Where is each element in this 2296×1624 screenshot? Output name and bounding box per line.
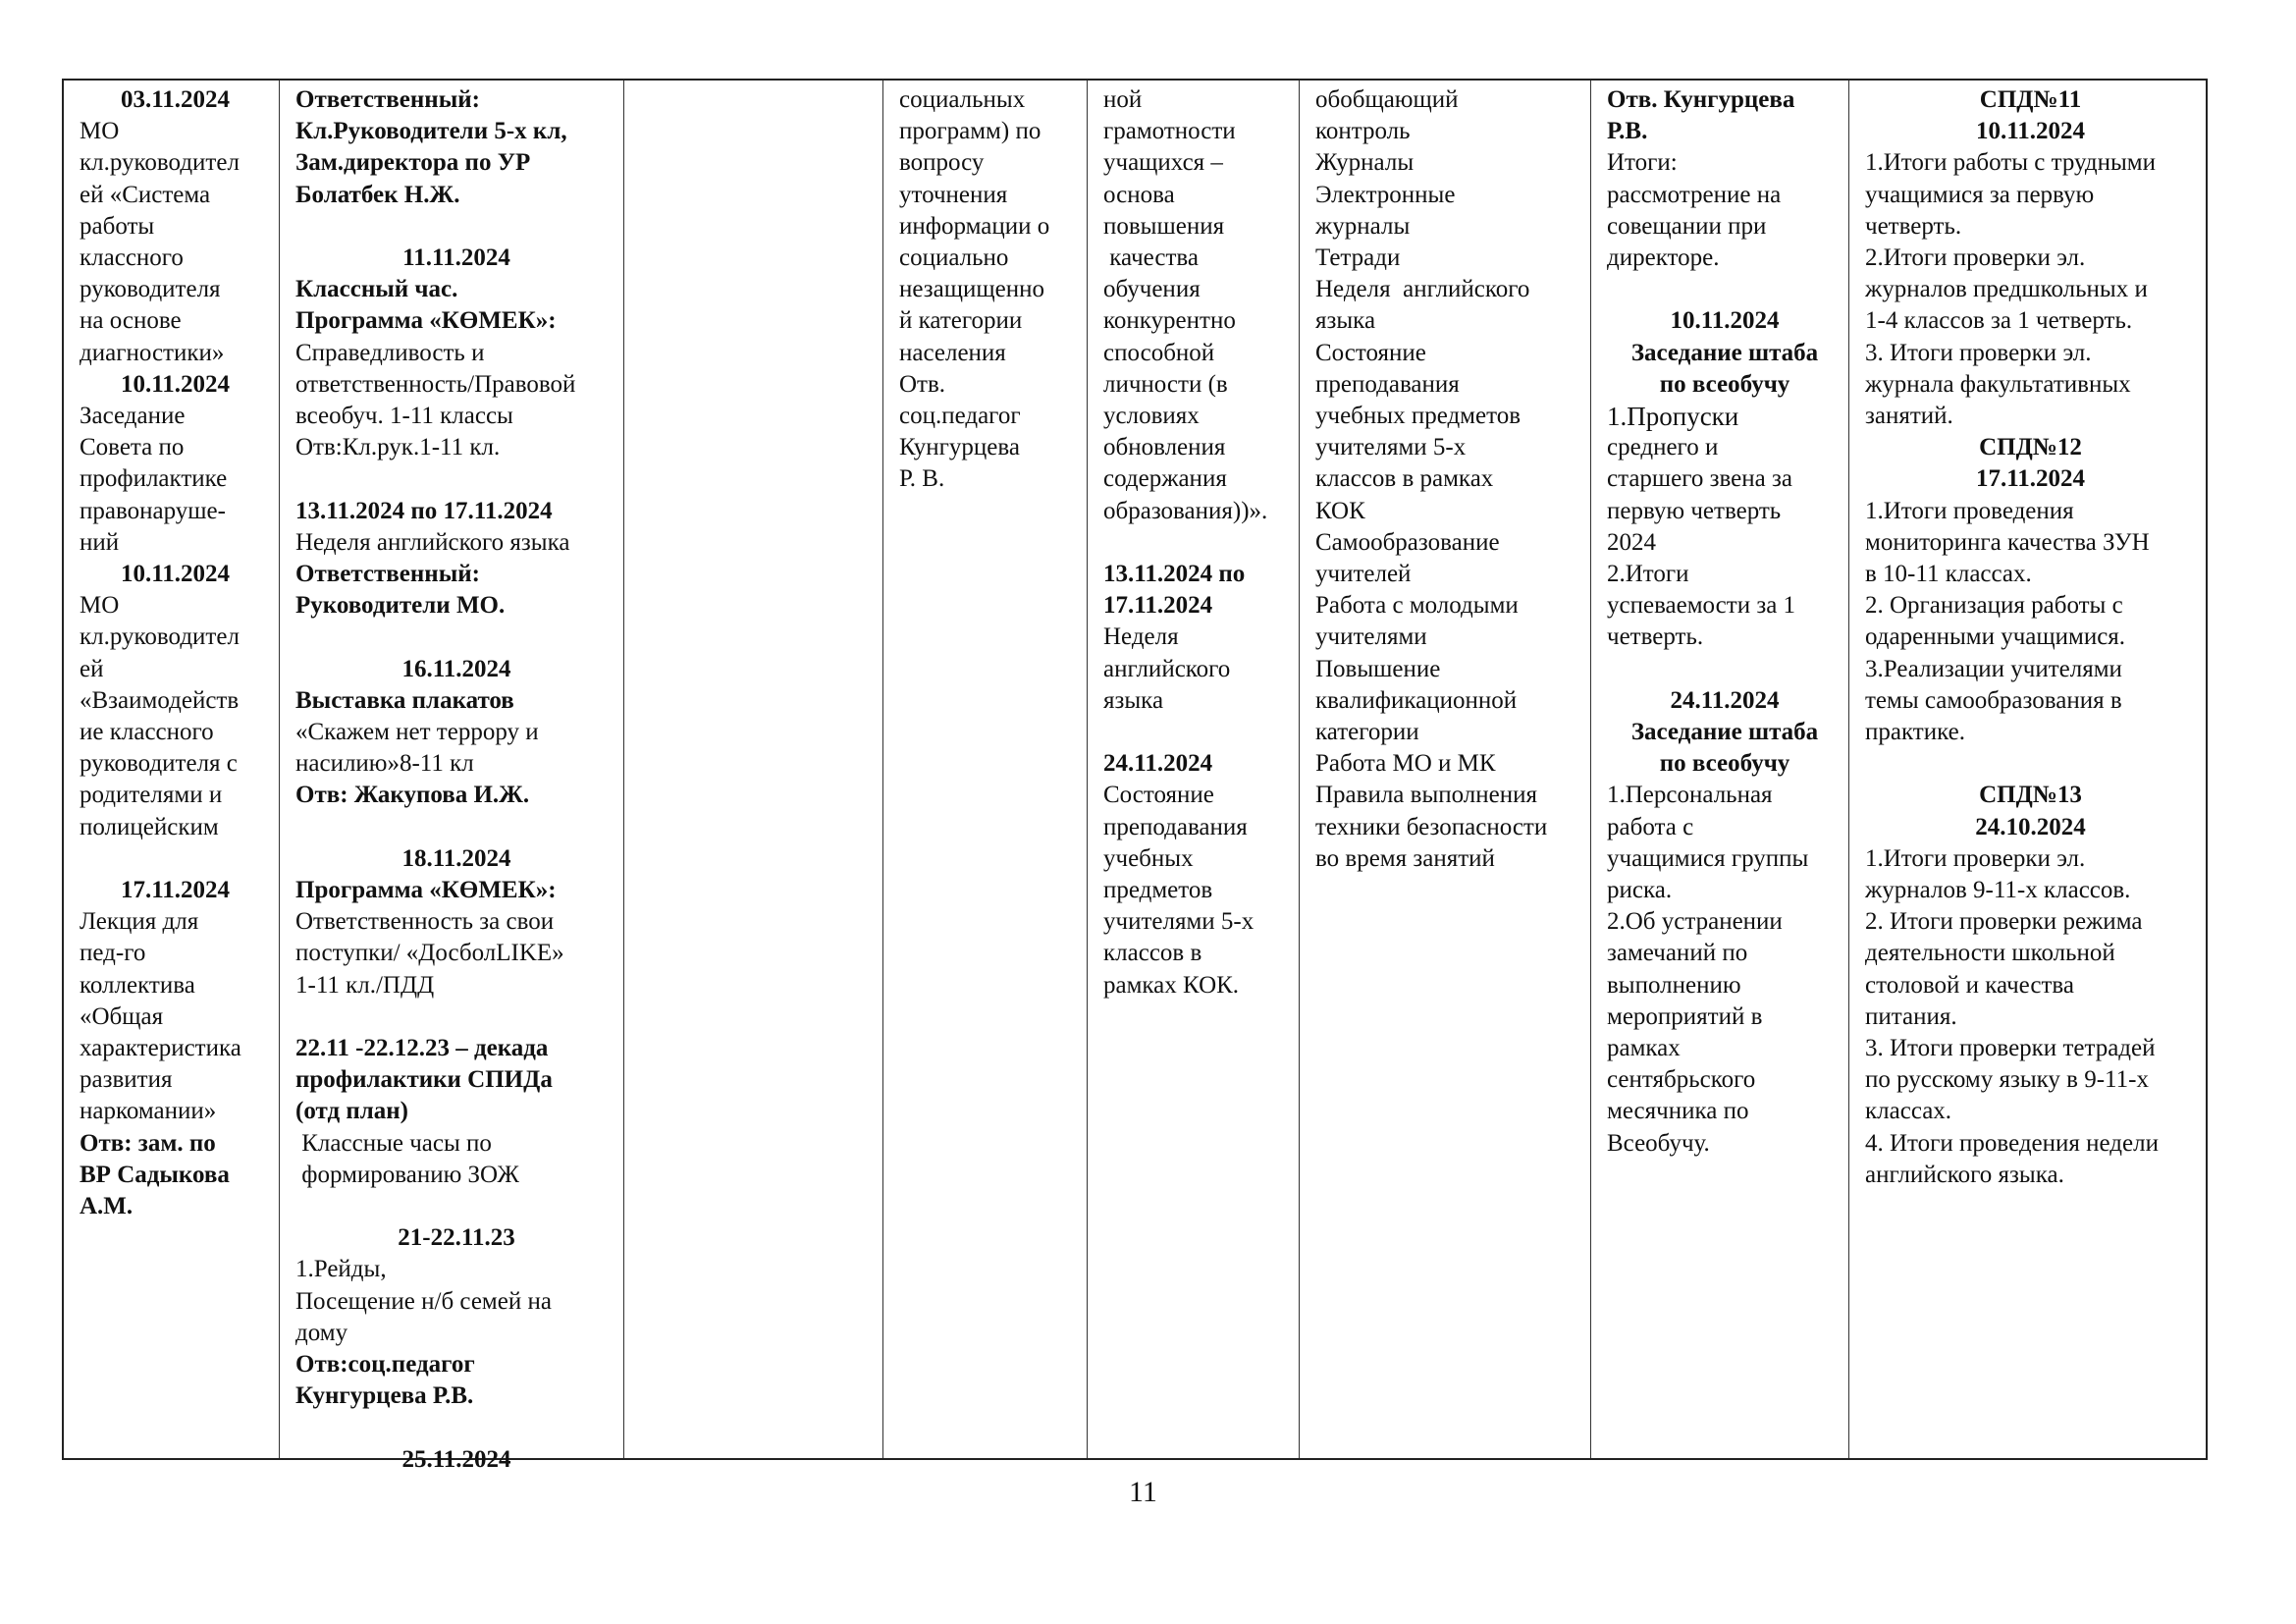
cell-text-line: директоре.	[1607, 244, 1720, 272]
cell-heading-line: 25.11.2024	[401, 1445, 511, 1473]
cell-text-line: контроль	[1315, 118, 1411, 145]
cell-text-line: Отв:Кл.рук.1-11 кл.	[295, 434, 501, 461]
cell-text-line: 1.Итоги проведения	[1865, 497, 2074, 524]
cell-text-line: содержания	[1103, 465, 1227, 493]
cell-text-line: ной	[1103, 86, 1143, 113]
cell-heading-line: по всеобучу	[1659, 750, 1790, 778]
cell-heading-line: Р.В.	[1607, 118, 1648, 145]
cell-text-line: населения	[899, 339, 1006, 366]
cell-text-line: уточнения	[899, 181, 1008, 208]
cell-text-line: мониторинга качества ЗУН	[1865, 528, 2150, 556]
cell-text-line: 2.Об устранении	[1607, 908, 1783, 936]
blank-line	[295, 1001, 617, 1033]
cell-text-line: языка	[1315, 307, 1376, 335]
cell-text-line: совещании при	[1607, 212, 1767, 240]
cell-text-line: 3.Реализации учителями	[1865, 655, 2122, 682]
blank-line	[295, 211, 617, 243]
cell-text-line: 2.Итоги проверки эл.	[1865, 244, 2086, 272]
cell-text-line: сентябрьского	[1607, 1066, 1756, 1094]
cell-text-line: Итоги:	[1607, 149, 1678, 177]
cell-text-line: рамках	[1607, 1035, 1681, 1062]
cell-text-line: преподавания	[1103, 813, 1248, 840]
cell-text-line: 1.Итоги работы с трудными	[1865, 149, 2157, 177]
cell-text-line: языка	[1103, 686, 1164, 714]
cell-text-line: Неделя английского	[1315, 276, 1530, 303]
cell-text-line: руководителя с	[80, 750, 238, 778]
table-column-7	[1591, 81, 1849, 1458]
cell-text-line: дому	[295, 1319, 348, 1346]
cell-text-line: «Общая	[80, 1002, 164, 1030]
cell-text-line: старшего звена за	[1607, 465, 1792, 493]
cell-text-line: конкурентно	[1103, 307, 1236, 335]
cell-text-line: в 10-11 классах.	[1865, 561, 2032, 588]
cell-text-line: Работа с молодыми	[1315, 592, 1519, 620]
cell-text-line: среднего и	[1607, 434, 1719, 461]
cell-text-line: учителей	[1315, 561, 1412, 588]
blank-line	[80, 843, 271, 875]
cell-text-line: Лекция для	[80, 908, 199, 936]
cell-text-line: полицейским	[80, 813, 219, 840]
cell-text-line: учителями 5-х	[1103, 908, 1255, 936]
cell-heading-line: 10.11.2024	[120, 561, 231, 588]
blank-line	[1865, 748, 2196, 780]
cell-text-line: Журналы	[1315, 149, 1415, 177]
cell-text-line: социально	[899, 244, 1009, 272]
table-column-1	[64, 81, 280, 1458]
cell-heading-line: 10.11.2024	[1670, 307, 1780, 335]
table-column-3	[624, 81, 883, 1458]
cell-text-line: наркомании»	[80, 1098, 217, 1125]
cell-text-line: рассмотрение на	[1607, 181, 1782, 208]
cell-text-line: классного	[80, 244, 184, 272]
cell-text-line: 2.Итоги	[1607, 561, 1689, 588]
blank-line	[1103, 717, 1293, 748]
cell-heading-line: Классный час.	[295, 276, 458, 303]
page-number: 11	[1129, 1476, 1157, 1508]
cell-text-line: выполнению	[1607, 971, 1741, 999]
cell-text-line: 1-4 классов за 1 четверть.	[1865, 307, 2133, 335]
cell-text-line: 1.Рейды,	[295, 1256, 387, 1283]
cell-text-line: Состояние	[1103, 782, 1214, 809]
cell-heading-line: Болатбек Н.Ж.	[295, 181, 460, 208]
blank-line	[295, 1412, 617, 1443]
cell-text-line: обобщающий	[1315, 86, 1459, 113]
cell-text-line: 2024	[1607, 528, 1656, 556]
table-column-6	[1300, 81, 1591, 1458]
cell-text-line: столовой и качества	[1865, 971, 2074, 999]
cell-text-line: Повышение	[1315, 655, 1441, 682]
cell-text-line: техники безопасности	[1315, 813, 1548, 840]
cell-heading-line: Выставка плакатов	[295, 686, 514, 714]
cell-text-line: Классные часы по	[295, 1129, 492, 1157]
table-column-2	[280, 81, 624, 1473]
cell-text-line: вопросу	[899, 149, 985, 177]
cell-text-line: Заседание	[80, 403, 186, 430]
cell-text-line: 2. Итоги проверки режима	[1865, 908, 2143, 936]
cell-heading-line: СПД№12	[1979, 434, 2082, 461]
cell-text-line: формированию ЗОЖ	[295, 1161, 519, 1188]
table-column-5	[1088, 81, 1300, 1458]
cell-text-line: журналов предшкольных и	[1865, 276, 2148, 303]
cell-text-line: Неделя	[1103, 623, 1179, 651]
cell-text-line: 2. Организация работы с	[1865, 592, 2123, 620]
cell-text-line: практике.	[1865, 719, 1965, 746]
blank-line	[295, 622, 617, 653]
cell-heading-line: профилактики СПИДа	[295, 1066, 553, 1094]
cell-text-line: МО	[80, 118, 120, 145]
blank-line	[1103, 527, 1293, 559]
cell-text-line: личности (в	[1103, 370, 1228, 398]
cell-text-line: правонаруше-	[80, 497, 226, 524]
cell-text-line: четверть.	[1865, 212, 1962, 240]
cell-text-line: учащимися группы	[1607, 844, 1809, 872]
cell-text-line: успеваемости за 1	[1607, 592, 1796, 620]
cell-heading-line: 11.11.2024	[402, 244, 510, 271]
cell-text-line: МО	[80, 592, 120, 620]
cell-text-line: учебных	[1103, 844, 1194, 872]
cell-text-line: кл.руководител	[80, 623, 240, 651]
cell-text-line: Электронные	[1315, 181, 1456, 208]
cell-text-line: всеобуч. 1-11 классы	[295, 403, 513, 430]
cell-text-line: грамотности	[1103, 118, 1236, 145]
cell-text-line: характеристика	[80, 1035, 241, 1062]
cell-text-line: способной	[1103, 339, 1215, 366]
cell-heading-line: (отд план)	[295, 1098, 409, 1125]
cell-text-line: программ) по	[899, 118, 1041, 145]
cell-text-line: повышения	[1103, 212, 1225, 240]
cell-heading-line: 22.11 -22.12.23 – декада	[295, 1035, 549, 1062]
blank-line	[1607, 654, 1842, 685]
cell-text-line: Состояние	[1315, 339, 1426, 366]
cell-text-line: насилию»8-11 кл	[295, 750, 474, 778]
cell-heading-line: А.М.	[80, 1193, 133, 1220]
cell-heading-line: ВР Садыкова	[80, 1161, 230, 1188]
cell-heading-line: СПД№11	[1979, 86, 2082, 113]
cell-text-line: темы самообразования в	[1865, 686, 2122, 714]
cell-text-line: диагностики»	[80, 339, 225, 366]
cell-text-line: 4. Итоги проведения недели	[1865, 1129, 2159, 1157]
cell-text-line: классах.	[1865, 1098, 1952, 1125]
cell-text-line: ей	[80, 655, 104, 682]
cell-text-line: учителями 5-х	[1315, 434, 1467, 461]
cell-heading-line: 24.11.2024	[1103, 750, 1213, 778]
cell-text-line: Посещение н/б семей на	[295, 1287, 552, 1315]
cell-text-line: основа	[1103, 181, 1175, 208]
cell-heading-line: по всеобучу	[1659, 370, 1790, 398]
cell-text-line: Правила выполнения	[1315, 782, 1538, 809]
cell-text-line: 1-11 кл./ПДД	[295, 971, 435, 999]
schedule-table	[62, 79, 2208, 1473]
cell-text-line: обучения	[1103, 276, 1201, 303]
cell-text-line: социальных	[899, 86, 1026, 113]
cell-text-line: квалификационной	[1315, 686, 1518, 714]
cell-text-line: замечаний по	[1607, 940, 1748, 967]
cell-text-line: Справедливость и	[295, 339, 485, 366]
cell-text-line: информации о	[899, 212, 1050, 240]
cell-text-line: на основе	[80, 307, 182, 335]
cell-text-line: соц.педагог	[899, 403, 1021, 430]
cell-text-line: питания.	[1865, 1002, 1957, 1030]
cell-heading-line: Программа «КӨМЕК»:	[295, 877, 557, 904]
cell-text-line: риска.	[1607, 877, 1673, 904]
cell-heading-line: 10.11.2024	[1975, 118, 2086, 145]
cell-text-line: 3. Итоги проверки эл.	[1865, 339, 2092, 366]
cell-text-line: обновления	[1103, 434, 1226, 461]
cell-text-line: Р. В.	[899, 465, 945, 493]
cell-text-line: 1.Персональная	[1607, 782, 1773, 809]
cell-text-line: качества	[1103, 244, 1199, 272]
cell-heading-line: Программа «КӨМЕК»:	[295, 307, 557, 335]
cell-text-line: «Взаимодейств	[80, 686, 240, 714]
cell-text-line: КОК	[1315, 497, 1365, 524]
cell-text-line: «Скажем нет террору и	[295, 719, 539, 746]
cell-text-line: 1.Итоги проверки эл.	[1865, 844, 2086, 872]
cell-heading-line: 17.11.2024	[1975, 465, 2086, 493]
cell-heading-line: Заседание штаба	[1630, 719, 1819, 746]
cell-text-line: категории	[1315, 719, 1419, 746]
cell-text-line: Работа МО и МК	[1315, 750, 1496, 778]
cell-text-line: Совета по	[80, 434, 185, 461]
cell-heading-line: 24.11.2024	[1670, 686, 1780, 714]
table-column-4	[883, 81, 1088, 1458]
cell-heading-line: 18.11.2024	[401, 844, 511, 872]
cell-heading-line: Отв. Кунгурцева	[1607, 86, 1795, 113]
cell-text-line: английского	[1103, 655, 1231, 682]
cell-text-line: й категории	[899, 307, 1023, 335]
cell-heading-line: 13.11.2024 по	[1103, 561, 1246, 588]
cell-heading-line: Отв: Жакупова И.Ж.	[295, 782, 530, 809]
cell-heading-line: 24.10.2024	[1975, 813, 2086, 840]
cell-text-line: четверть.	[1607, 623, 1704, 651]
cell-text-line: 3. Итоги проверки тетрадей	[1865, 1035, 2156, 1062]
cell-text-line: пед-го	[80, 940, 146, 967]
cell-heading-line: 03.11.2024	[120, 86, 231, 113]
blank-line	[295, 1191, 617, 1222]
cell-text-line: по русскому языку в 9-11-х	[1865, 1066, 2149, 1094]
cell-heading-line: СПД№13	[1979, 782, 2082, 809]
cell-heading-line: Отв:соц.педагог	[295, 1351, 475, 1379]
blank-line	[1607, 274, 1842, 305]
cell-heading-line: 17.11.2024	[1103, 592, 1213, 620]
cell-text-line: работы	[80, 212, 155, 240]
cell-text-line: ие классного	[80, 719, 214, 746]
cell-text-line: условиях	[1103, 403, 1200, 430]
cell-text-line: руководителя	[80, 276, 221, 303]
cell-text-line: родителями и	[80, 782, 223, 809]
blank-line	[295, 812, 617, 843]
cell-text-line: ний	[80, 528, 120, 556]
cell-heading-line: Ответственный:	[295, 86, 480, 113]
cell-text-line: Всеобучу.	[1607, 1129, 1710, 1157]
cell-text-line: журналов 9-11-х классов.	[1865, 877, 2131, 904]
cell-text-line: Кунгурцева	[899, 434, 1020, 461]
cell-text-line: классов в рамках	[1315, 465, 1494, 493]
cell-heading-line: 16.11.2024	[401, 655, 511, 682]
blank-line	[295, 463, 617, 495]
cell-heading-line: 17.11.2024	[120, 877, 231, 904]
table-column-8	[1849, 81, 2206, 1458]
cell-text-line: учебных предметов	[1315, 403, 1521, 430]
cell-text-line: поступки/ «ДосболLIKE»	[295, 940, 564, 967]
cell-heading-line: Отв: зам. по	[80, 1129, 216, 1157]
cell-text-line: коллектива	[80, 971, 195, 999]
cell-text-line: ей «Система	[80, 181, 211, 208]
cell-text-line: кл.руководител	[80, 149, 240, 177]
cell-text-line: ответственность/Правовой	[295, 370, 576, 398]
cell-text-line: первую четверть	[1607, 497, 1782, 524]
cell-text-line: развития	[80, 1066, 173, 1094]
cell-text-line: Ответственность за свои	[295, 908, 555, 936]
cell-text-line: одаренными учащимися.	[1865, 623, 2126, 651]
cell-text-line: работа с	[1607, 813, 1694, 840]
cell-text-line: Отв.	[899, 370, 946, 398]
cell-text-line: 1.Пропуски	[1607, 402, 1739, 432]
cell-text-line: месячника по	[1607, 1098, 1749, 1125]
cell-heading-line: Зам.директора по УР	[295, 149, 531, 177]
cell-text-line: деятельности школьной	[1865, 940, 2115, 967]
cell-text-line: журналы	[1315, 212, 1411, 240]
cell-heading-line: Руководители МО.	[295, 592, 506, 620]
cell-text-line: учащихся –	[1103, 149, 1223, 177]
cell-text-line: журнала факультативных	[1865, 370, 2131, 398]
cell-text-line: Тетради	[1315, 244, 1401, 272]
cell-text-line: рамках КОК.	[1103, 971, 1240, 999]
cell-text-line: мероприятий в	[1607, 1002, 1763, 1030]
cell-text-line: профилактике	[80, 465, 228, 493]
cell-heading-line: Кл.Руководители 5-х кл,	[295, 118, 567, 145]
cell-text-line: Самообразование	[1315, 528, 1500, 556]
cell-heading-line: Кунгурцева Р.В.	[295, 1382, 474, 1410]
cell-text-line: английского языка.	[1865, 1161, 2064, 1188]
cell-text-line: классов в	[1103, 940, 1202, 967]
cell-heading-line: 10.11.2024	[120, 370, 231, 398]
cell-text-line: учителями	[1315, 623, 1427, 651]
cell-text-line: незащищенно	[899, 276, 1044, 303]
cell-heading-line: 13.11.2024 по 17.11.2024	[295, 497, 553, 524]
cell-text-line: учащимися за первую	[1865, 181, 2095, 208]
cell-text-line: во время занятий	[1315, 844, 1495, 872]
cell-text-line: занятий.	[1865, 403, 1953, 430]
cell-text-line: образования))».	[1103, 497, 1268, 524]
cell-heading-line: Заседание штаба	[1630, 339, 1819, 366]
cell-heading-line: Ответственный:	[295, 561, 480, 588]
cell-text-line: Неделя английского языка	[295, 528, 570, 556]
cell-text-line: предметов	[1103, 877, 1213, 904]
cell-text-line: преподавания	[1315, 370, 1460, 398]
cell-heading-line: 21-22.11.23	[398, 1224, 515, 1252]
